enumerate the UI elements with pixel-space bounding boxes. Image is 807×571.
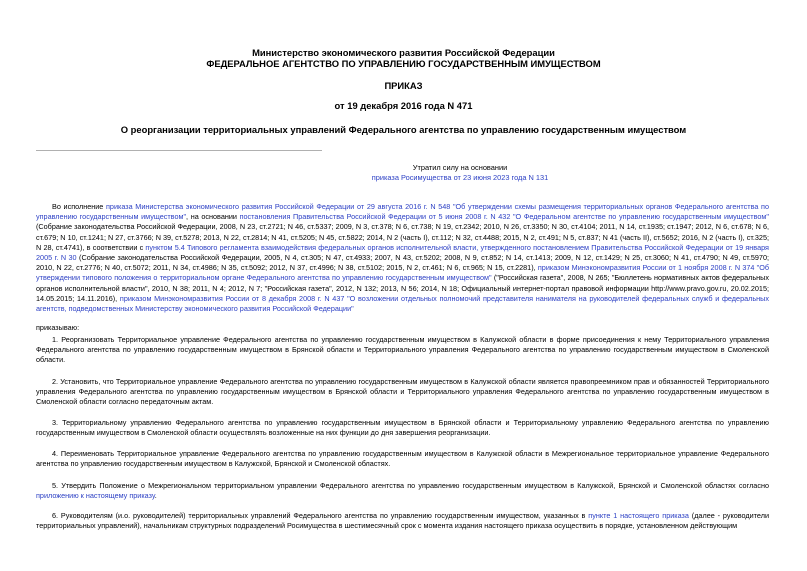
agency-name: ФЕДЕРАЛЬНОЕ АГЕНТСТВО ПО УПРАВЛЕНИЮ ГОСУДАРСТВЕННЫМ ИМУЩЕСТВОМ (206, 58, 601, 69)
link-regulation-5-4[interactable]: пунктом 5.4 Типового регламента взаимодействия федеральных органов исполнительной власти, утвержденного постановлением Правительства Российской Федерации от 19 января 2005 г. N 30 (36, 242, 769, 263)
lost-force-text: Утратил силу на основании (412, 163, 508, 172)
item-1: 1. Реорганизовать Территориальное управление Федерального агентства по управлению государственным имуществом в Калужской области в форме присоединения к нему Территориального управления Федерального агентства по управлению государственным имуществом в Брянской области и Территориального управления Федерального агентства по управлению государственным имуществом в Смоленской области. (36, 335, 769, 365)
link-item-1[interactable]: пункте 1 настоящего приказа (588, 511, 689, 520)
item-6 (36, 511, 769, 531)
preamble-text-5: ("Российская газета", 2008, N 265; "Бюллетень нормативных актов федеральных органов исполнительной власти", 2010, N 38; 2011, N 4; 2012, N 7; "Российская газета", 2012, N 132; 2013, N 56; 2014, N 18; Официальный интернет-портал правовой информации http://www.pravo.gov.ru, 20.02.2015; 14.05.2015; 14.11.2016), (36, 273, 769, 303)
lost-force-link[interactable]: приказа Росимущества от 23 июня 2023 года N 131 (371, 173, 549, 182)
preamble-text-4: (Собрание законодательства Российской Федерации, 2005, N 4, ст.305; N 47, ст.4933; 2007, N 43, ст.5202; 2008, N 9, ст.852; N 14, ст.1413; 2009, N 12, ст.1429; N 25, ст.3060; N 41, ст.4790; N 49, ст.5970; 2010, N 22, ст.2776; N 40, ст.5072; 2011, N 34, ст.4986; N 35, ст.5092; 2012, N 37, ст.4996; N 38, ст.5102; 2015, N 2, ст.461; N 6, ст.965; N 15, ст.2281), (36, 253, 769, 273)
link-appendix[interactable]: приложению к настоящему приказу (36, 491, 155, 501)
item-5-end: . (154, 491, 157, 501)
item-5-text: 5. Утвердить Положение о Межрегиональном территориальном управлении Федерального агентства по управлению государственным имуществом в Калужской, Брянской и Смоленской областях согласно (52, 481, 769, 490)
link-order-437[interactable]: приказом Минэкономразвития России от 8 декабря 2008 г. N 437 "О возложении отдельных полномочий представителя нанимателя на руководителей федеральных служб и федеральных агентств, подведомственных Министерству экономического развития Российской Федерации" (36, 293, 769, 314)
item-2: 2. Установить, что Территориальное управление Федерального агентства по управлению государственным имуществом в Калужской области является правопреемником прав и обязанностей Территориального управления Федерального агентства по управлению государственным имуществом в Брянской области и Территориального управления Федерального агентства по управлению государственным имуществом в Смоленской области согласно передаточным актам. (36, 377, 769, 407)
item-4: 4. Переименовать Территориальное управление Федерального агентства по управлению государственным имуществом в Калужской области в Межрегиональное территориальное управление Федерального агентства по управлению государственным имуществом в Калужской, Брянской и Смоленской областях. (36, 449, 769, 469)
separator-line (36, 150, 322, 151)
preamble-text-1: Во исполнение (52, 202, 106, 211)
ministry-name: Министерство экономического развития Российской Федерации (252, 47, 555, 58)
preamble-text-3: (Собрание законодательства Российской Федерации, 2008, N 23, ст.2721; N 46, ст.5337; 2009, N 3, ст.378; N 6, ст.738; N 19, ст.2342; 2010, N 26, ст.3350; N 30, ст.4104; 2011, N 14, ст.1935; ст.1947; 2012, N 6, ст.678; N 6, ст.679; N 10, ст.1241; N 27, ст.3766; N 39, ст.5278; 2013, N 22, ст.2814; N 41, ст.5205; N 45, ст.5822; 2014, N 2 (часть I), ст.112; N 32, ст.4488; 2015, N 2, ст.491; N 5, ст.837; N 41 (часть II), ст.5652; 2016, N 2 (часть I), ст.325; N 28, ст.4741), в соответствии с (36, 222, 769, 252)
lost-force-note (300, 163, 620, 183)
document-date: от 19 декабря 2016 года N 471 (334, 100, 473, 111)
item-6-end: (далее - руководители территориальных управлений), начальникам структурных подразделений Росимущества в шестимесячный срок с момента издания настоящего приказа осуществить в порядке, установленном действующим (36, 511, 769, 531)
item-6-text: 6. Руководителям (и.о. руководителей) территориальных управлений Федерального агентства по управлению государственным имуществом, указанных в (52, 511, 589, 520)
item-3: 3. Территориальному управлению Федерального агентства по управлению государственным имуществом в Брянской области и Территориальному управлению Федерального агентства по управлению государственным имуществом в Смоленской области осуществлять возложенные на них функции до дня завершения реорганизации. (36, 418, 769, 438)
document-title: О реорганизации территориальных управлений Федерального агентства по управлению государственным имуществом (120, 124, 687, 135)
link-order-374[interactable]: приказом Минэкономразвития России от 1 ноября 2008 г. N 374 "Об утверждении типового положения о территориальном органе Федерального агентства по управлению государственным имуществом" (36, 263, 770, 283)
order-word: приказываю: (36, 323, 80, 332)
preamble-text-2: , на основании (186, 212, 240, 222)
document-type: ПРИКАЗ (384, 80, 423, 91)
preamble-paragraph (36, 202, 769, 314)
item-5 (36, 481, 769, 501)
link-order-548[interactable]: приказа Министерства экономического развития Российской Федерации от 29 августа 2016 г. N 548 "Об утверждении схемы размещения территориальных органов Федерального агентства по управлению государственным имуществом" (36, 202, 769, 222)
link-resolution-432[interactable]: постановления Правительства Российской Федерации от 5 июня 2008 г. N 432 "О Федеральном агентстве по управлению государственным имуществом" (239, 212, 769, 222)
